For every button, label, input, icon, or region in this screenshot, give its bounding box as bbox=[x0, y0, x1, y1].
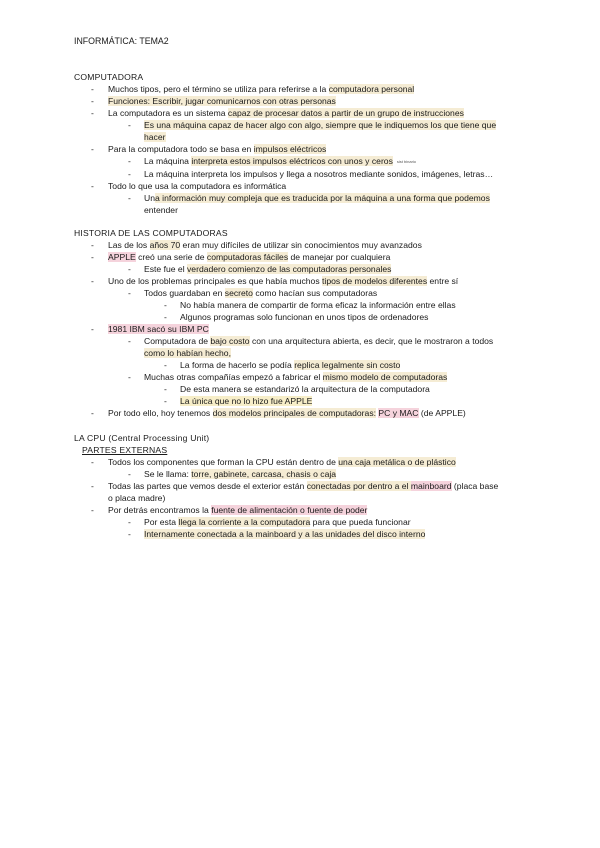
list-item: - La máquina interpreta los impulsos y llega a nosotros mediante sonidos, imágenes, letras… bbox=[128, 168, 494, 179]
annotation-note: sist binario bbox=[396, 158, 417, 164]
list-item: - Es una máquina capaz de hacer algo con algo, siempre que le indiquemos los que tiene que hacer bbox=[128, 120, 497, 142]
section-heading: LA CPU (Central Processing Unit) bbox=[74, 433, 210, 443]
section-cpu bbox=[74, 432, 534, 540]
list-item: - Todas las partes que vemos desde el exterior están conectadas por dentro a el mainboard (placa base o placa madre) bbox=[91, 481, 499, 503]
list-item: - Por detrás encontramos la fuente de alimentación o fuente de poder bbox=[91, 505, 368, 515]
bullet-list bbox=[74, 456, 534, 540]
list-item: - Todos guardaban en secreto como hacían sus computadoras bbox=[128, 288, 378, 298]
list-item: - Uno de los problemas principales es que había muchos tipos de modelos diferentes entre sí bbox=[91, 276, 459, 286]
list-item: - Muchos tipos, pero el término se utiliza para referirse a la computadora personal bbox=[91, 84, 415, 94]
section-historia bbox=[74, 227, 534, 419]
list-item: - Muchas otras compañías empezó a fabricar el mismo modelo de computadoras bbox=[128, 372, 448, 382]
list-item: - Para la computadora todo se basa en impulsos eléctricos bbox=[91, 144, 327, 154]
list-item: - La computadora es un sistema capaz de procesar datos a partir de un grupo de instrucciones bbox=[91, 108, 464, 118]
list-item: - Algunos programas solo funcionan en unos tipos de ordenadores bbox=[164, 312, 429, 322]
section-heading: COMPUTADORA bbox=[74, 72, 144, 82]
list-item: - Todo lo que usa la computadora es informática bbox=[91, 180, 287, 191]
list-item: - Por todo ello, hoy tenemos dos modelos principales de computadoras: PC y MAC (de APPLE) bbox=[91, 408, 466, 418]
section-heading: HISTORIA DE LAS COMPUTADORAS bbox=[74, 228, 228, 238]
bullet-list bbox=[74, 239, 534, 419]
list-item: - De esta manera se estandarizó la arquitectura de la computadora bbox=[164, 384, 430, 394]
bullet-list bbox=[74, 83, 534, 216]
list-item: - Todos los componentes que forman la CPU están dentro de una caja metálica o de plástico bbox=[91, 457, 456, 467]
sub-heading: PARTES EXTERNAS bbox=[82, 445, 168, 455]
list-item: - 1981 IBM sacó su IBM PC bbox=[91, 324, 209, 334]
list-item: - La forma de hacerlo se podía replica legalmente sin costo bbox=[164, 360, 401, 370]
document-title: INFORMÁTICA: TEMA2 bbox=[74, 36, 169, 46]
list-item: - Se le llama: torre, gabinete, carcasa, chasis o caja bbox=[128, 469, 337, 479]
list-item: - La máquina interpreta estos impulsos eléctricos con unos y ceros sist binario bbox=[128, 156, 417, 166]
list-item: - Internamente conectada a la mainboard y a las unidades del disco interno bbox=[128, 529, 426, 539]
list-item: - Funciones: Escribir, jugar comunicarnos con otras personas bbox=[91, 96, 336, 106]
list-item: - Las de los años 70 eran muy difíciles de utilizar sin conocimientos muy avanzados bbox=[91, 240, 422, 250]
list-item: - La única que no lo hizo fue APPLE bbox=[164, 396, 313, 406]
list-item: - Este fue el verdadero comienzo de las computadoras personales bbox=[128, 264, 392, 274]
list-item: - Por esta llega la corriente a la computadora para que pueda funcionar bbox=[128, 517, 411, 527]
list-item: - Computadora de bajo costo con una arquitectura abierta, es decir, que le mostraron a todos como lo habían hecho, bbox=[128, 336, 494, 358]
list-item: - APPLE creó una serie de computadoras fáciles de manejar por cualquiera bbox=[91, 252, 391, 262]
list-item: - No había manera de compartir de forma eficaz la información entre ellas bbox=[164, 300, 456, 310]
list-item: - Una información muy compleja que es traducida por la máquina a una forma que podemos entender bbox=[128, 192, 490, 215]
section-computadora bbox=[74, 71, 534, 216]
